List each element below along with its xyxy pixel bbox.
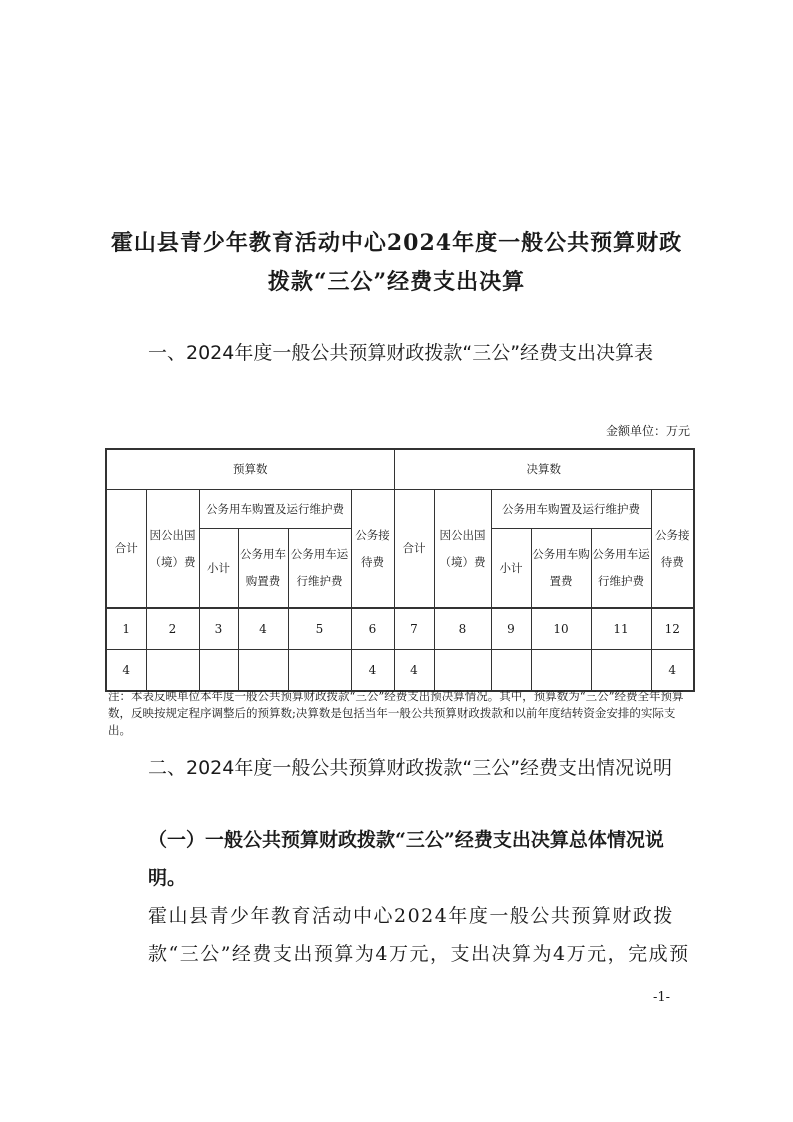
subsection-1-heading-text: （一）一般公共预算财政拨款“三公”经费支出决算总体情况说明。	[148, 829, 664, 889]
budget-vehicle-operation-header: 公务用车运行维护费	[288, 529, 351, 609]
final-abroad-value	[434, 650, 491, 692]
column-header-row-1	[106, 490, 694, 529]
table-note: 注：本表反映单位本年度一般公共预算财政拨款“三公”经费支出预决算情况。其中，预算数为“三公”经费全年预算数，反映按规定程序调整后的预算数;决算数是包括当年一般公共预算财政拨款和以前年度结转资金安排的实际支出。	[108, 689, 684, 737]
three-public-expenses-table	[105, 448, 695, 692]
final-vehicle-operation-header: 公务用车运行维护费	[591, 529, 651, 609]
body-paragraph-text: 霍山县青少年教育活动中心2024年度一般公共预算财政拨款“三公”经费支出预算为4万元，支出决算为4万元，完成预	[148, 905, 690, 965]
section-2-heading	[108, 749, 698, 787]
column-number: 1	[106, 608, 146, 650]
budget-abroad-header: 因公出国（境）费	[146, 490, 199, 609]
column-number: 6	[351, 608, 394, 650]
budget-vehicle-group-header: 公务用车购置及运行维护费	[199, 490, 351, 529]
final-vehicle-purchase-value	[531, 650, 591, 692]
column-number: 5	[288, 608, 351, 650]
column-number: 8	[434, 608, 491, 650]
column-number: 10	[531, 608, 591, 650]
column-number: 3	[199, 608, 238, 650]
final-reception-value: 4	[651, 650, 694, 692]
budget-vehicle-purchase-value	[238, 650, 288, 692]
final-vehicle-group-header: 公务用车购置及运行维护费	[491, 490, 651, 529]
column-number: 12	[651, 608, 694, 650]
final-vehicle-operation-value	[591, 650, 651, 692]
budget-total-header: 合计	[106, 490, 146, 609]
page-number: -1-	[653, 990, 671, 1005]
budget-group-header: 预算数	[106, 449, 394, 490]
value-row	[106, 650, 694, 692]
section-1-heading-text: 一、2024年度一般公共预算财政拨款“三公”经费支出决算表	[148, 342, 654, 364]
document-title-line-1: 霍山县青少年教育活动中心2024年度一般公共预算财政	[110, 230, 683, 256]
body-paragraph	[108, 897, 698, 973]
budget-subtotal-header: 小计	[199, 529, 238, 609]
section-1-heading	[108, 334, 698, 372]
document-title-line-2: 拨款“三公”经费支出决算	[267, 269, 526, 295]
budget-subtotal-value	[199, 650, 238, 692]
unit-label: 金额单位：万元	[605, 424, 690, 438]
final-subtotal-value	[491, 650, 531, 692]
section-2-heading-text: 二、2024年度一般公共预算财政拨款“三公”经费支出情况说明	[148, 757, 673, 779]
final-abroad-header: 因公出国（境）费	[434, 490, 491, 609]
column-number: 11	[591, 608, 651, 650]
column-number: 4	[238, 608, 288, 650]
column-number: 2	[146, 608, 199, 650]
final-vehicle-purchase-header: 公务用车购置费	[531, 529, 591, 609]
column-number-row	[106, 608, 694, 650]
column-number: 9	[491, 608, 531, 650]
column-number: 7	[394, 608, 434, 650]
budget-reception-value: 4	[351, 650, 394, 692]
budget-vehicle-purchase-header: 公务用车购置费	[238, 529, 288, 609]
budget-abroad-value	[146, 650, 199, 692]
final-reception-header: 公务接待费	[651, 490, 694, 609]
final-total-value: 4	[394, 650, 434, 692]
budget-reception-header: 公务接待费	[351, 490, 394, 609]
budget-total-value: 4	[106, 650, 146, 692]
final-subtotal-header: 小计	[491, 529, 531, 609]
subsection-1-heading	[108, 821, 698, 897]
group-header-row	[106, 449, 694, 490]
final-account-group-header: 决算数	[394, 449, 694, 490]
final-total-header: 合计	[394, 490, 434, 609]
budget-vehicle-operation-value	[288, 650, 351, 692]
